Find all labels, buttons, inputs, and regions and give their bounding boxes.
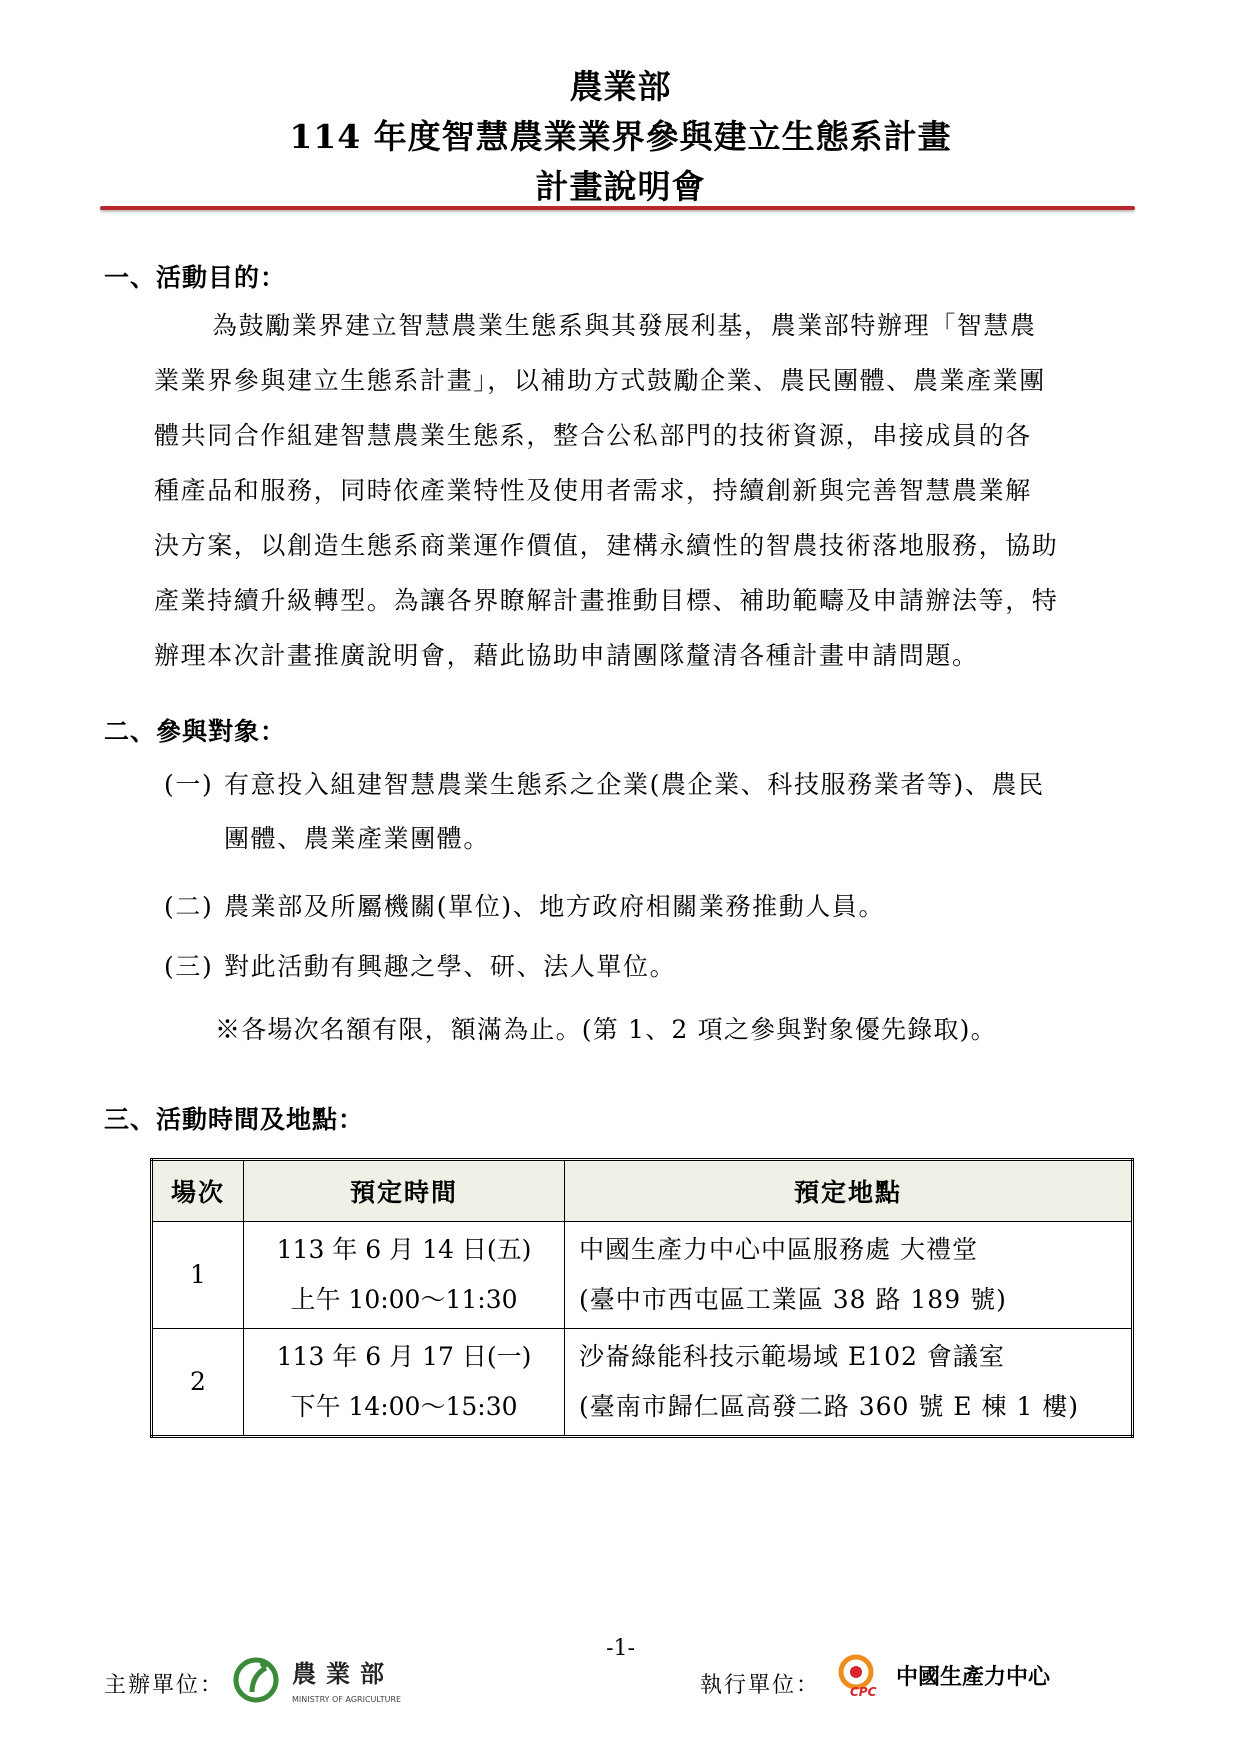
executor-label: 執行單位：	[700, 1673, 821, 1698]
item-number: (三)	[164, 952, 214, 981]
purpose-line: 決方案，以創造生態系商業運作價值，建構永續性的智農技術落地服務，協助	[154, 531, 1059, 560]
purpose-paragraph	[154, 298, 1134, 683]
table-header-row	[152, 1160, 1133, 1222]
participant-item-2: (二) 農業部及所屬機關(單位)、地方政府相關業務推動人員。	[164, 880, 1134, 934]
item-number: (二)	[164, 892, 214, 921]
session-number: 2	[152, 1329, 244, 1437]
china-productivity-center-logo	[836, 1652, 1056, 1702]
ministry-of-agriculture-logo	[228, 1650, 408, 1710]
quota-note: ※各場次名額有限，額滿為止。(第 1、2 項之參與對象優先錄取)。	[215, 1015, 997, 1044]
title-ministry: 農業部	[569, 67, 672, 106]
purpose-line: 體共同合作組建智慧農業生態系，整合公私部門的技術資源，串接成員的各	[154, 421, 1032, 450]
purpose-line: 為鼓勵業界建立智慧農業生態系與其發展利基，農業部特辦理「智慧農	[212, 311, 1037, 340]
table-row	[152, 1329, 1133, 1437]
header-session: 場次	[152, 1160, 244, 1222]
title-program: 114 年度智慧農業業界參與建立生態系計畫	[289, 117, 952, 156]
organizer-label: 主辦單位：	[104, 1673, 225, 1698]
title-divider	[100, 206, 1135, 210]
participant-item-1: (一) 有意投入組建智慧農業生態系之企業(農企業、科技服務業者等)、農民 團體、農業產業團體。	[164, 758, 1134, 866]
session-location: 中國生產力中心中區服務處 大禮堂 (臺中市西屯區工業區 38 路 189 號)	[565, 1222, 1133, 1329]
item-number: (一)	[164, 770, 214, 799]
document-title	[0, 62, 1241, 212]
purpose-line: 產業持續升級轉型。為讓各界瞭解計畫推動目標、補助範疇及申請辦法等，特	[154, 586, 1059, 615]
session-time: 113 年 6 月 14 日(五) 上午 10:00～11:30	[244, 1222, 565, 1329]
schedule-table	[150, 1158, 1134, 1438]
participant-item-3: (三) 對此活動有興趣之學、研、法人單位。	[164, 940, 1134, 994]
section-schedule-heading: 三、活動時間及地點：	[104, 1105, 365, 1134]
table-row	[152, 1222, 1133, 1329]
moa-logo-text: 農業部	[292, 1659, 394, 1688]
section-purpose-heading: 一、活動目的：	[104, 263, 287, 292]
page-number: -1-	[606, 1636, 635, 1661]
executor-name: 中國生產力中心	[896, 1665, 1051, 1690]
header-location: 預定地點	[565, 1160, 1133, 1222]
purpose-line: 業業界參與建立生態系計畫」，以補助方式鼓勵企業、農民團體、農業產業團	[154, 366, 1046, 395]
session-time: 113 年 6 月 17 日(一) 下午 14:00～15:30	[244, 1329, 565, 1437]
title-event: 計畫說明會	[535, 167, 706, 206]
purpose-line: 種產品和服務，同時依產業特性及使用者需求，持續創新與完善智慧農業解	[154, 476, 1032, 505]
section-participants-heading: 二、參與對象：	[104, 717, 287, 746]
header-time: 預定時間	[244, 1160, 565, 1222]
session-number: 1	[152, 1222, 244, 1329]
cpc-logo-mark: CPC	[850, 1685, 877, 1699]
session-location: 沙崙綠能科技示範場域 E102 會議室 (臺南市歸仁區高發二路 360 號 E 棟 1 樓)	[565, 1329, 1133, 1437]
moa-logo-subtext: MINISTRY OF AGRICULTURE	[292, 1695, 402, 1704]
purpose-line: 辦理本次計畫推廣說明會，藉此協助申請團隊釐清各種計畫申請問題。	[154, 641, 979, 670]
